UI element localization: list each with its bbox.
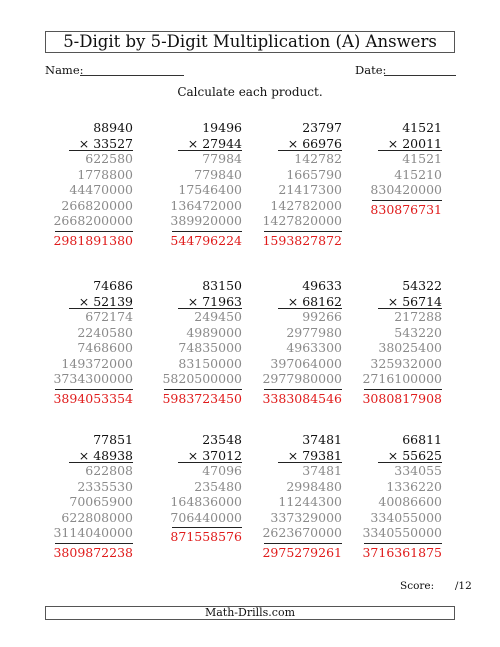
partial-product: 37481 — [302, 463, 342, 478]
partial-product: 1427820000 — [262, 213, 342, 228]
partial-product: 2977980 — [286, 324, 342, 340]
partial-product: 47096 — [202, 463, 242, 478]
partial-product: 672174 — [85, 309, 133, 324]
answer: 3716361875 — [362, 544, 442, 560]
multiplier: × 68162 — [287, 293, 342, 309]
partial-product: 622808000 — [61, 509, 133, 525]
multiplier: × 55625 — [387, 447, 442, 463]
problem — [13, 278, 133, 418]
partial-product: 397064000 — [270, 355, 342, 371]
multiplicand: 66811 — [402, 432, 442, 447]
partial-product: 17546400 — [178, 182, 242, 197]
partial-product: 74835000 — [178, 340, 242, 355]
answer: 3894053354 — [53, 390, 133, 406]
multiplier-rule — [378, 150, 442, 151]
multiplier: × 33527 — [78, 135, 133, 151]
partial-product: 543220 — [394, 324, 442, 340]
partial-product: 136472000 — [170, 197, 242, 213]
sum-rule — [364, 389, 442, 390]
partial-product: 3340550000 — [362, 525, 442, 540]
multiplicand: 23797 — [302, 120, 342, 135]
sum-rule — [372, 200, 442, 201]
partial-product: 2998480 — [286, 478, 342, 494]
partial-product: 2977980000 — [262, 371, 342, 386]
partial-product: 44470000 — [69, 182, 133, 197]
partial-product: 142782000 — [270, 197, 342, 213]
multiplicand: 88940 — [93, 120, 133, 135]
partial-product: 3734300000 — [53, 371, 133, 386]
date-label: Date: — [355, 63, 387, 77]
partial-product: 266820000 — [61, 197, 133, 213]
partial-product: 779840 — [194, 166, 242, 182]
instructions: Calculate each product. — [177, 85, 323, 99]
partial-product: 3114040000 — [53, 525, 133, 540]
partial-product: 1336220 — [386, 478, 442, 494]
partial-product: 334055000 — [370, 509, 442, 525]
name-label: Name: — [45, 63, 84, 77]
partial-product: 1665790 — [286, 166, 342, 182]
partial-product: 622808 — [85, 463, 133, 478]
partial-product: 41521 — [402, 151, 442, 166]
partial-product: 83150000 — [178, 355, 242, 371]
multiplier: × 79381 — [287, 447, 342, 463]
problem — [322, 432, 442, 572]
worksheet-title: 5-Digit by 5-Digit Multiplication (A) Answers — [45, 31, 455, 53]
multiplicand: 49633 — [302, 278, 342, 293]
partial-product: 415210 — [394, 166, 442, 182]
partial-product: 77984 — [202, 151, 242, 166]
sum-rule — [364, 543, 442, 544]
answer: 2981891380 — [53, 232, 133, 248]
partial-product: 142782 — [294, 151, 342, 166]
partial-product: 7468600 — [77, 340, 133, 355]
partial-product: 337329000 — [270, 509, 342, 525]
multiplicand: 23548 — [202, 432, 242, 447]
partial-product: 40086600 — [378, 494, 442, 509]
multiplier-rule — [378, 462, 442, 463]
name-input-line[interactable] — [80, 75, 184, 76]
answer: 3080817908 — [362, 390, 442, 406]
partial-product: 2240580 — [77, 324, 133, 340]
partial-product: 830420000 — [370, 182, 442, 197]
multiplier: × 20011 — [387, 135, 442, 151]
answer: 544796224 — [170, 232, 242, 248]
multiplier: × 56714 — [387, 293, 442, 309]
multiplier-rule — [378, 308, 442, 309]
problem — [322, 278, 442, 418]
multiplier: × 52139 — [78, 293, 133, 309]
multiplicand: 74686 — [93, 278, 133, 293]
partial-product: 4963300 — [286, 340, 342, 355]
partial-product: 334055 — [394, 463, 442, 478]
multiplier: × 71963 — [187, 293, 242, 309]
partial-product: 249450 — [194, 309, 242, 324]
partial-product: 2623670000 — [262, 525, 342, 540]
partial-product: 217288 — [394, 309, 442, 324]
multiplicand: 83150 — [202, 278, 242, 293]
partial-product: 4989000 — [186, 324, 242, 340]
problem — [13, 120, 133, 260]
partial-product: 622580 — [85, 151, 133, 166]
partial-product: 5820500000 — [162, 371, 242, 386]
partial-product: 235480 — [194, 478, 242, 494]
partial-product: 21417300 — [278, 182, 342, 197]
partial-product: 2668200000 — [53, 213, 133, 228]
multiplicand: 77851 — [93, 432, 133, 447]
answer: 871558576 — [170, 529, 242, 544]
multiplicand: 37481 — [302, 432, 342, 447]
problem — [13, 432, 133, 572]
date-input-line[interactable] — [384, 75, 456, 76]
multiplier: × 27944 — [187, 135, 242, 151]
partial-product: 706440000 — [170, 509, 242, 525]
multiplier: × 48938 — [78, 447, 133, 463]
problem — [322, 120, 442, 260]
partial-product: 325932000 — [370, 355, 442, 371]
footer-site: Math-Drills.com — [45, 606, 455, 620]
multiplicand: 19496 — [202, 120, 242, 135]
partial-product: 164836000 — [170, 494, 242, 509]
partial-product: 149372000 — [61, 355, 133, 371]
partial-product: 1778800 — [77, 166, 133, 182]
score-total: /12 — [454, 580, 472, 592]
multiplier: × 37012 — [187, 447, 242, 463]
partial-product: 70065900 — [69, 494, 133, 509]
answer: 5983723450 — [162, 390, 242, 406]
partial-product: 38025400 — [378, 340, 442, 355]
answer: 2975279261 — [262, 544, 342, 560]
multiplicand: 54322 — [402, 278, 442, 293]
answer: 1593827872 — [262, 232, 342, 248]
partial-product: 2335530 — [77, 478, 133, 494]
score-field — [400, 580, 472, 592]
partial-product: 2716100000 — [362, 371, 442, 386]
partial-product: 389920000 — [170, 213, 242, 228]
answer: 830876731 — [370, 201, 442, 217]
answer: 3383084546 — [262, 390, 342, 406]
multiplier: × 66976 — [287, 135, 342, 151]
partial-product: 11244300 — [278, 494, 342, 509]
score-label: Score: — [400, 580, 435, 592]
multiplicand: 41521 — [402, 120, 442, 135]
partial-product: 99266 — [302, 309, 342, 324]
answer: 3809872238 — [53, 544, 133, 560]
